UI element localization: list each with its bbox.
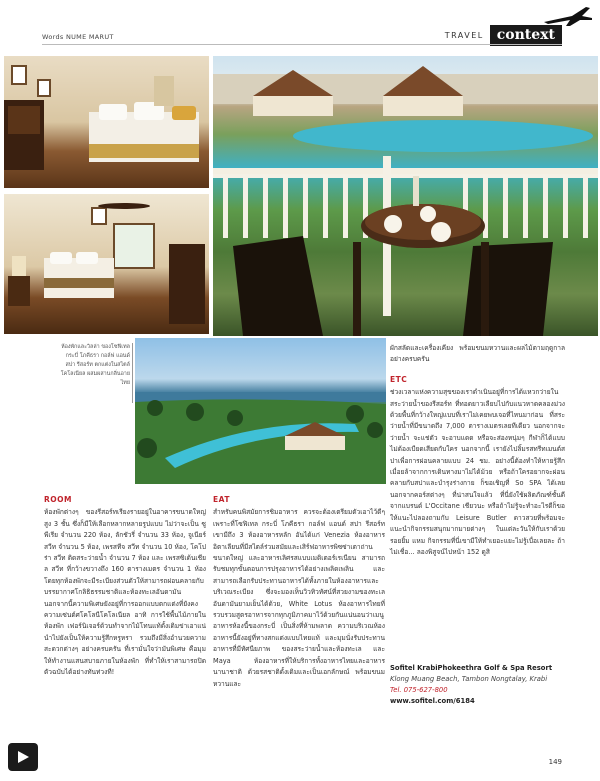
photo-caption: ห้องพักและวิลล่า ของโซฟิเทล กระบี่ โภคีธรา กอล์ฟ แอนด์ สปา รีสอร์ท ตกแต่งในสไตล์โคโลเนียล ผสมผสานกลิ่นอายไทย [60, 344, 130, 386]
eat-continuation: ผักสลัดและเครื่องเคียง พร้อมขนมหวานและผลไม้ตามฤดูกาลอย่างครบครัน [390, 344, 565, 364]
eat-column [213, 494, 385, 690]
header-divider [42, 44, 562, 45]
resort-address: Klong Muang Beach, Tambon Nongtalay, Krabi [390, 675, 548, 683]
airplane-icon [542, 4, 594, 30]
junior-suite-photo [4, 194, 209, 334]
byline: Words NUME MARUT [42, 33, 114, 41]
balcony-pool-view-photo [213, 56, 598, 336]
eat-heading: EAT [213, 495, 230, 504]
eat-body: สำหรับคนพิสมัยการชิมอาหาร ควรจะต้องเตรียมตัวเอาไว้ดีๆ เพราะที่โซฟิเทล กระบี่ โภคีธรา กอล์ฟ แอนด์ สปา รีสอร์ท เขามีถึง 3 ห้องอาหารหลัก อันได้แก่ Venezia ห้องอาหารอิตาเลียนที่มีสไตล์ร่วมสมัยและเสิร์ฟอาหารพิซซ่าเตาถ่านขนาดใหญ่ และอาหารเลิศรสแบบเมดิเตอร์เรเนียน สามารถรับชมทุกขั้นตอนการปรุงอาหารได้อย่างเพลิดเพลิน และสามารถเลือกรับประทานอาหารได้ทั้งภายในห้องอาหารและบริเวณระเบียง ซึ่งจะมองเห็นวิวทิวทัศน์ที่สวยงามของทะเลอันดามันยามเย็นได้ด้วย, White Lotus ห้องอาหารไทยที่รวบรวมสูตรอาหารจากทุกภูมิภาคมาไว้ด้วยกันแน่นอนว่าเมนูอาหารห้องนี้ของกระบี่ เป็นสิ่งที่ห้ามพลาด ความบริเวณห้องอาหารนี้ยังอยู่ที่ทางสกแต่งแบบไทยแท้ และมุมนั่งรับประทานอาหารที่มีทัศนียภาพ ของสระว่ายน้ำและห้องทะเล และ Maya ห้องอาหารที่ให้บริการทั้งอาหารไทยและอาหารนานาชาติ ด้วยรสชาติดั้งเดิมและเป็นเอกลักษณ์ พร้อมขนมหวานและ [213, 508, 385, 688]
etc-heading: ETC [390, 374, 408, 384]
caption-divider [132, 343, 133, 403]
room-column [44, 494, 206, 679]
section-label: TRAVEL [444, 31, 484, 40]
resort-website-link[interactable]: www.sofitel.com/6184 [390, 697, 475, 705]
resort-aerial-photo [135, 338, 386, 484]
context-badge: context [490, 25, 562, 46]
etc-column [390, 343, 565, 558]
etc-body: ช่วงเวลาแห่งความสุขของเราดำเนินอยู่ที่การได้แหวกว่ายในสระว่ายน้ำของรีสอร์ท ที่ทอดยาวเลียบไปกับแนวหาดคลองม่วง ด้วยพื้นที่กว้างใหญ่แบบที่เราไม่เคยพบเจอที่ไหนมาก่อน ที่สระว่ายน้ำที่มีขนาดถึง 7,000 ตารางเมตรเลยทีเดียว นอกจากจะว่ายน้ำ จะแช่ตัว จะอาบแดด หรือจะส่องหนุ่มๆ กีฬาก็ได้แบบไม่ต้องเบียดเสียดกับใคร นอกจากนี้ เรายังไปลิ้มรสทรีทเมนต์สปาเพื่อการผ่อนคลายแบบ 24 ชม. อย่างนี้ต้องทำให้หายรู้สึกเมื่อยล้าจากการเดินทางมาไม่ได้ม้วย หรือถ้าใครอยากจะผ่อนคลายกับสปาและบำรุงร่างกาย ก็ขอเชิญที่ So SPA ได้เลย นอกจากคอร์สต่างๆ ที่น่าสนใจแล้ว ที่นี่ยังใช้ผลิตภัณฑ์ชั้นดีจากแบรนด์ L'Occitane เชียวนะ หรือถ้าไม่รู้จะทำอะไรดีก็ขอให้แนะไปลองถามกับ Leisure Butler ดาวสวยที่พร้อมจะแนะนำกิจกรรมสนุกมากมายต่างๆ ในแต่ละวันให้กับเราด้วยรอยยิ้ม แหม กิจกรรมที่นี่เขามีให้ทำเยอะแยะไม่รู้เบื่อเลยละ ถ้าไม่เชื่อ... ลองพิสูจน์ไปหน้า 152 ดูสิ [390, 388, 565, 556]
phone-number: 075-627-800 [403, 686, 448, 694]
resort-name: Sofitel KrabiPhokeethra Golf & Spa Resort [390, 664, 553, 672]
play-icon [16, 750, 30, 764]
resort-phone [390, 685, 570, 696]
room-body: ห้องพักต่างๆ ของรีสอร์ทเรียงรายอยู่ในอาคารขนาดใหญ่ สูง 3 ชั้น ซึ่งก็มีให้เลือกหลากหลายรูปแบบ ไม่ว่าจะเป็น ซูพีเรีย จำนวน 220 ห้อง, ลักชัวรี่ จำนวน 33 ห้อง, จูเนียร์ สวีท จำนวน 5 ห้อง, เพรสทีจ สวีท จำนวน 10 ห้อง, โคโปร่า สวีท ติดสระว่ายน้ำ จำนวน 7 ห้อง และ เพรสซิเด้นเชียล สวีท ที่กว้างขวางถึง 160 ตารางเมตร จำนวน 1 ห้อง โดยทุกห้องพักจะมีระเบียงส่วนตัวให้สามารถผ่อนคลายกับบรรยากาศโกลิธิธรรมชาติและห้องทะเลอันดามัน นอกจากนี้ความพิเศษยังอยู่ที่การออกแบบตกแต่งที่ยังคงความเซ่นต์ศโคโลนีโคโลเนียล อาทิ การใช้พื้นไม้ภายในห้องพัก เฟอร์นิเจอร์ด้วนทำจากไม้โทนแท้ดั้งเดิมข่าเอาแน่นำไปยังเป็นให้ความรู้สึกหรูหรา รวมถึงมีสิ่งอำนวยความสะดวกต่างๆ อย่างครบครัน ที่เรามั่นใจว่ามันพิเศษ คือมุมให้ทำงานแสนสบายภายในห้องพัก ที่ทำให้เราสามารถปิดตัวฉบับได้อย่างทันท่วงที! [44, 508, 206, 677]
contact-block [390, 663, 570, 707]
room-heading: ROOM [44, 495, 72, 504]
phone-label: Tel. [390, 686, 402, 694]
hotel-room-photo [4, 56, 209, 188]
page-number: 149 [548, 758, 562, 766]
play-button[interactable] [8, 743, 38, 771]
